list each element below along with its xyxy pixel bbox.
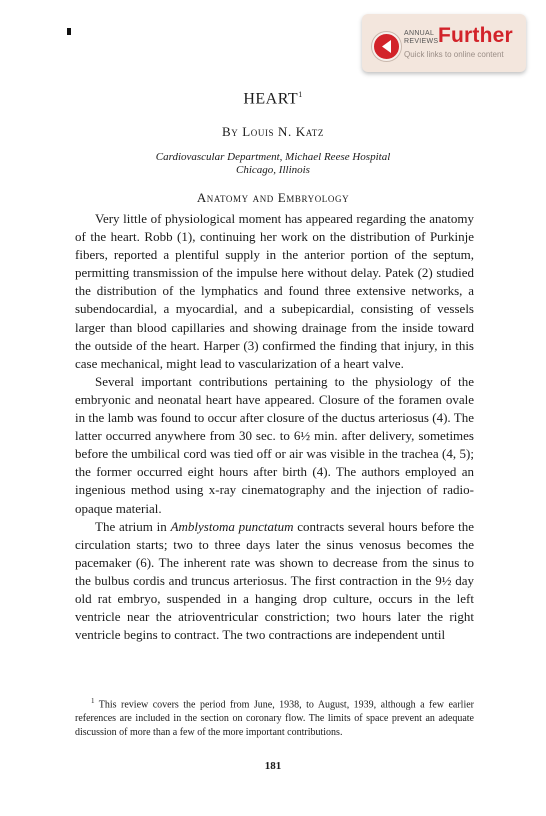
article-title: HEART$^1$ <box>243 90 303 108</box>
paragraph-3: The atrium in Amblystoma punctatum contracts several hours before the circulation starts; two to three days later the sinus venosus becomes the pacemaker (6). The inherent rate was shown to decrease from the sinus to the bulbus cordis and truncus arteriosus. The first contraction in the 9½ day old rat embryo, suspended in a hanging drop culture, occurs in the left ventricle near the atrioventricular constriction; two hours later the right ventricle begins to contract. The two contractions are independent until <box>75 518 475 643</box>
footnote: $^1$ This review covers the period from June, 1938, to August, 1939, although a few earlier references are included in the section on coronary flow. The limits of space prevent an adequate discussion of more than a few of the more important contributions. <box>75 697 474 738</box>
further-subtitle[interactable]: Quick links to online content <box>404 50 504 59</box>
publisher-label: ANNUAL REVIEWS <box>404 30 439 45</box>
author-line: By Louis N. Katz <box>222 124 324 139</box>
further-banner[interactable] <box>362 14 526 72</box>
paragraph-1: Very little of physiological moment has appeared regarding the anatomy of the heart. Robb (1), continuing her work on the distribution of Purkinje fibers, reported a plentiful supply in the anterior portion of the septum, permitting transmission of the impulse here without delay. Patek (2) studied the distribution of the lymphatics and found three extensive networks, a subendocardial, a myocardial, and a subepicardial, consisting of vessels larger than blood capillaries and showing drainage from the inside toward the outside of the heart. Harper (3) confirmed the finding that injury, in this case mechanical, might lead to vascularization of a heart valve. <box>75 211 474 371</box>
article-body <box>75 210 474 644</box>
paragraph-2: Several important contributions pertaining to the physiology of the embryonic and neonatal heart have appeared. Closure of the foramen ovale in the lamb was found to occur after closure of the ductus arteriosus (4). The latter occurred anywhere from 30 sec. to 6½ min. after delivery, sometimes before the umbilical cord was tied off or air was visible in the trachea (4, 5); the former occurred eight hours after birth (4). The authors employed an ingenious method using x-ray cinematography and the injection of radioopaque material. <box>75 373 474 516</box>
page-number: 181 <box>264 760 282 772</box>
corner-mark <box>67 28 71 35</box>
section-heading: Anatomy and Embryology <box>196 190 350 205</box>
species-name: Amblystoma punctatum <box>170 518 294 534</box>
title-footnote-mark: 1 <box>298 90 303 99</box>
arrow-left-icon[interactable] <box>372 32 401 61</box>
further-title[interactable]: Further <box>438 24 513 47</box>
affiliation: Cardiovascular Department, Michael Reese Hospital Chicago, Illinois <box>155 151 391 176</box>
